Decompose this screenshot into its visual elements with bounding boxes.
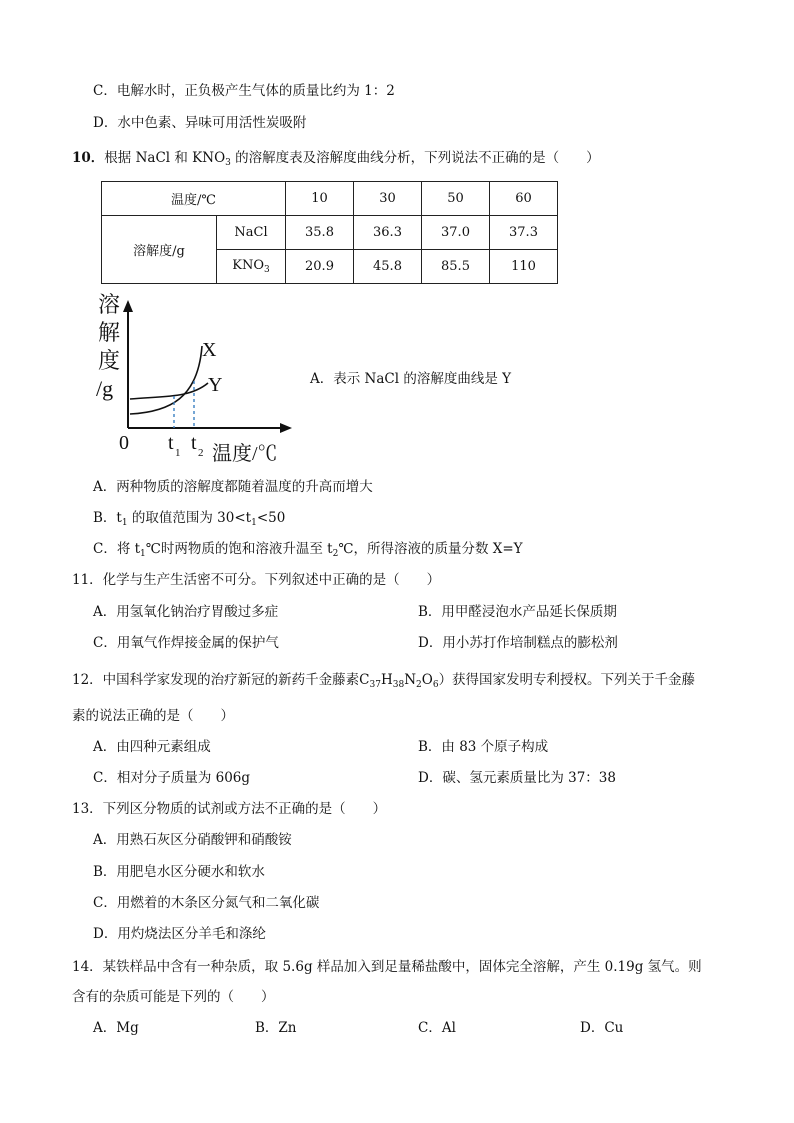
nacl-cell: 35.8 bbox=[286, 216, 354, 250]
t1-label: t bbox=[168, 432, 174, 454]
temp-cell: 50 bbox=[422, 182, 490, 216]
q14-option-a: A．Mg bbox=[93, 1020, 139, 1036]
q10-option-c: C．将 $t_1℃$时两物质的饱和溶液升温至 $t_2℃$，所得溶液的质量分数 X=Y bbox=[93, 541, 523, 559]
nacl-cell: 36.3 bbox=[354, 216, 422, 250]
y-label-char: 溶 bbox=[98, 292, 121, 317]
q11-option-b: B．用甲醛浸泡水产品延长保质期 bbox=[418, 604, 617, 620]
t1-subscript: 1 bbox=[175, 447, 181, 459]
q10-option-b: B．$t_1$ 的取值范围为 $30<t_1<50$ bbox=[93, 510, 286, 528]
curve-y bbox=[130, 383, 208, 399]
x-axis-arrow bbox=[280, 423, 292, 433]
kno3-label: $KNO_3$ bbox=[217, 250, 286, 284]
kno3-cell: 110 bbox=[490, 250, 558, 284]
solubility-table bbox=[101, 181, 558, 284]
temp-cell: 60 bbox=[490, 182, 558, 216]
q13-option-a: A．用熟石灰区分硝酸钾和硝酸铵 bbox=[93, 832, 292, 848]
q14-option-b: B．Zn bbox=[255, 1020, 297, 1036]
table-header-row bbox=[102, 182, 558, 216]
curve-y-label: Y bbox=[208, 374, 223, 396]
q14-option-d: D．Cu bbox=[580, 1020, 624, 1036]
q10-stem: 10．根据 NaCl 和 $KNO_3$ 的溶解度表及溶解度曲线分析，下列说法不正确的是（ ） bbox=[72, 150, 600, 168]
q13-option-b: B．用肥皂水区分硬水和软水 bbox=[93, 864, 265, 880]
solubility-curve-graph bbox=[90, 288, 305, 466]
q10-number: 10． bbox=[72, 150, 105, 166]
q13-option-d: D．用灼烧法区分羊毛和涤纶 bbox=[93, 926, 266, 942]
nacl-cell: 37.0 bbox=[422, 216, 490, 250]
q11-option-a: A．用氢氧化钠治疗胃酸过多症 bbox=[93, 604, 279, 620]
y-label-char: 解 bbox=[98, 320, 121, 345]
q11-stem: 11．化学与生产生活密不可分。下列叙述中正确的是（ ） bbox=[72, 572, 441, 588]
q12-stem-cont: 素的说法正确的是（ ） bbox=[72, 708, 234, 724]
curve-x bbox=[130, 346, 202, 414]
nacl-cell: 37.3 bbox=[490, 216, 558, 250]
table-row-nacl bbox=[102, 216, 558, 250]
kno3-cell: 85.5 bbox=[422, 250, 490, 284]
nacl-label: NaCl bbox=[217, 216, 286, 250]
origin-label: 0 bbox=[119, 432, 129, 454]
q12-option-b: B．由 83 个原子构成 bbox=[418, 739, 549, 755]
q13-stem: 13．下列区分物质的试剂或方法不正确的是（ ） bbox=[72, 801, 387, 817]
kno3-cell: 20.9 bbox=[286, 250, 354, 284]
q11-option-c: C．用氧气作焊接金属的保护气 bbox=[93, 635, 279, 651]
q10-option-a: A．两种物质的溶解度都随着温度的升高而增大 bbox=[93, 479, 373, 495]
kno3-cell: 45.8 bbox=[354, 250, 422, 284]
y-label-char: 度 bbox=[98, 348, 121, 373]
q14-option-c: C．Al bbox=[418, 1020, 456, 1036]
q11-option-d: D．用小苏打作培制糕点的膨松剂 bbox=[418, 635, 618, 651]
q14-stem-cont: 含有的杂质可能是下列的（ ） bbox=[72, 989, 275, 1005]
temp-cell: 30 bbox=[354, 182, 422, 216]
q13-option-c: C．用燃着的木条区分氮气和二氧化碳 bbox=[93, 895, 320, 911]
q12-option-a: A．由四种元素组成 bbox=[93, 739, 211, 755]
temp-header: 温度/℃ bbox=[102, 182, 286, 216]
y-label-char: /g bbox=[96, 376, 114, 401]
t2-subscript: 2 bbox=[198, 447, 204, 459]
x-axis-label: 温度/℃ bbox=[212, 443, 278, 465]
q9-option-c: C．电解水时，正负极产生气体的质量比约为 1：2 bbox=[93, 83, 395, 99]
temp-cell: 10 bbox=[286, 182, 354, 216]
solubility-header: 溶解度/g bbox=[102, 216, 217, 284]
q10-option-a-graph: A．表示 NaCl 的溶解度曲线是 Y bbox=[310, 371, 512, 387]
q12-stem: 12．中国科学家发现的治疗新冠的新药千金藤素$C_{37}H_{38}N_2O_6$）获得国家发明专利授权。下列关于千金藤 bbox=[72, 672, 696, 690]
q9-option-d: D．水中色素、异味可用活性炭吸附 bbox=[93, 115, 307, 131]
curve-x-label: X bbox=[202, 339, 217, 361]
q12-option-c: C．相对分子质量为 606g bbox=[93, 770, 251, 786]
t2-label: t bbox=[191, 432, 197, 454]
y-axis-arrow bbox=[123, 300, 133, 312]
q12-option-d: D．碳、氢元素质量比为 37：38 bbox=[418, 770, 616, 786]
q14-stem: 14．某铁样品中含有一种杂质，取 5.6g 样品加入到足量稀盐酸中，固体完全溶解，产生 0.19g 氢气。则 bbox=[72, 959, 702, 975]
